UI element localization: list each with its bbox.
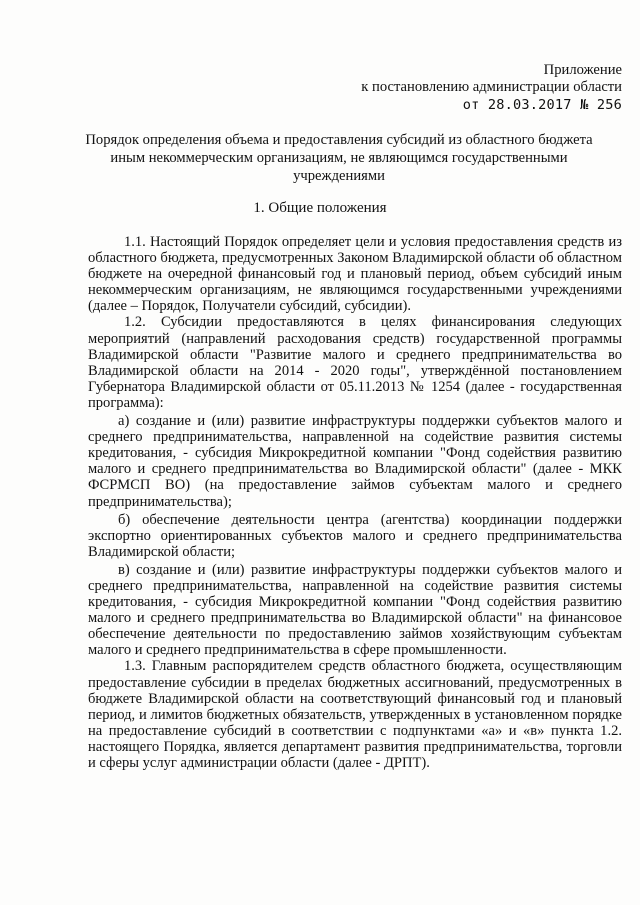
appendix-header <box>361 62 622 114</box>
resolution-date-number: от 28.03.2017 № 256 <box>462 97 622 113</box>
document-body <box>88 234 622 771</box>
appendix-reference: к постановлению администрации области <box>361 79 622 95</box>
paragraph-1-2-v: в) создание и (или) развитие инфраструктуры поддержки субъектов малого и среднего предпринимательства, направленной на содействие развития системы кредитования, - субсидия Микрокредитной компании "Фонд содействия развитию малого и среднего предпринимательства во Владимирской области" на финансовое обеспечение деятельности по предоставлению займов хозяйствующим субъектам малого и среднего предпринимательства в сфере промышленности. <box>88 561 622 659</box>
paragraph-1-2-b: б) обеспечение деятельности центра (агентства) координации поддержки экспортно ориентированных субъектов малого и среднего предпринимательства Владимирской области; <box>88 511 622 560</box>
paragraph-1-2: 1.2. Субсидии предоставляются в целях финансирования следующих мероприятий (направлений расходования средств) государственной программы Владимирской области "Развитие малого и среднего предпринимательства во Владимирской области на 2014 - 2020 годы", утверждённой постановлением Губернатора Владимирской области от 05.11.2013 № 1254 (далее - государственная программа): <box>88 314 622 411</box>
paragraph-1-3: 1.3. Главным распорядителем средств областного бюджета, осуществляющим предоставление субсидии в пределах бюджетных ассигнований, предусмотренных в бюджете Владимирской области на соответствующий финансовый год и плановый период, и лимитов бюджетных обязательств, утвержденных в установленном порядке на предоставление субсидий в соответствии с подпунктами «а» и «в» пункта 1.2. настоящего Порядка, является департамент развития предпринимательства, торговли и сферы услуг администрации области (далее - ДРПТ). <box>88 658 622 771</box>
appendix-label: Приложение <box>543 62 622 78</box>
document-title: Порядок определения объема и предоставления субсидий из областного бюджета иным некоммерческим организациям, не являющимся государственными учреждениями <box>85 132 593 184</box>
section-heading: 1. Общие положения <box>253 200 387 216</box>
paragraph-1-1: 1.1. Настоящий Порядок определяет цели и условия предоставления средств из областного бюджета, предусмотренных Законом Владимирской области об областном бюджете на очередной финансовый год и плановый период, объем субсидий иным некоммерческим организациям, не являющимся государственными учреждениями (далее – Порядок, Получатели субсидий, субсидии). <box>88 234 622 315</box>
paragraph-1-2-a: а) создание и (или) развитие инфраструктуры поддержки субъектов малого и среднего предпринимательства, направленной на содействие развития системы кредитования, - субсидия Микрокредитной компании "Фонд содействия развитию малого и среднего предпринимательства во Владимирской области" (далее - МКК ФСРМСП ВО) (на предоставление займов субъектам малого и среднего предпринимательства); <box>88 413 622 510</box>
